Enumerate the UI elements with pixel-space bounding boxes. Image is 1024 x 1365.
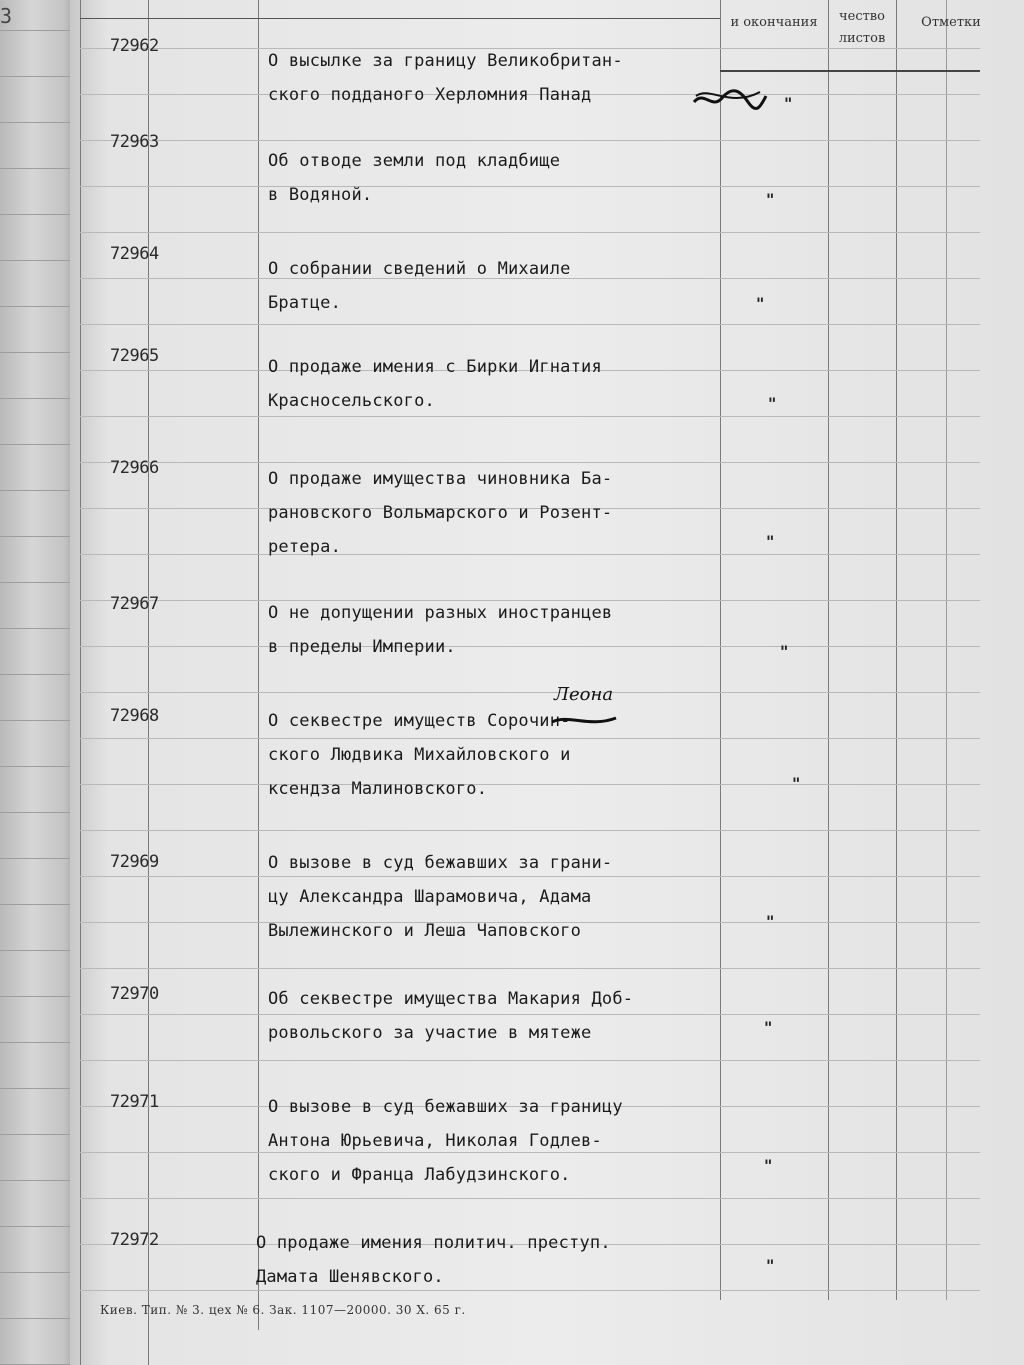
record-number: 72964 — [110, 244, 159, 264]
previous-page-rule — [0, 444, 80, 445]
previous-page-mark: 3 — [0, 4, 13, 28]
record-title: О продаже имения с Бирки Игнатия Красносельского. — [268, 357, 602, 411]
previous-page-rule — [0, 582, 80, 583]
ditto-mark: " — [784, 94, 793, 113]
header-notes: Отметки — [921, 15, 981, 30]
record-number: 72970 — [110, 984, 159, 1004]
ruled-line — [80, 968, 980, 969]
ditto-mark: " — [766, 1256, 775, 1275]
record-title: О не допущении разных иностранцев в пределы Империи. — [268, 603, 613, 657]
previous-page-rule — [0, 122, 80, 123]
ruled-line — [80, 324, 980, 325]
column-rule-notes — [896, 0, 897, 1300]
header-rule — [80, 18, 720, 19]
record-number: 72969 — [110, 852, 159, 872]
previous-page-rule — [0, 628, 80, 629]
handwritten-correction: Леона — [554, 684, 614, 705]
record-number: 72968 — [110, 706, 159, 726]
previous-page-edge — [0, 0, 80, 1365]
previous-page-rule — [0, 1272, 80, 1273]
record-title: Об секвестре имущества Макария Доб- ровольского за участие в мятеже — [268, 989, 634, 1043]
previous-page-rule — [0, 950, 80, 951]
previous-page-rule — [0, 904, 80, 905]
previous-page-rule — [0, 352, 80, 353]
record-title: О высылке за границу Великобритан- ского подданого Херломния Панад — [268, 51, 623, 105]
ruled-line — [80, 232, 980, 233]
record-title: О продаже имения политич. преступ. Дамата Шенявского. — [256, 1233, 611, 1287]
column-rule-title — [258, 0, 259, 1330]
previous-page-rule — [0, 1042, 80, 1043]
record-title: О продаже имущества чиновника Ба- рановского Вольмарского и Розент- ретера. — [268, 469, 613, 557]
ruled-line — [80, 830, 980, 831]
previous-page-rule — [0, 766, 80, 767]
record-number: 72966 — [110, 458, 159, 478]
previous-page-rule — [0, 674, 80, 675]
previous-page-rule — [0, 536, 80, 537]
previous-page-rule — [0, 996, 80, 997]
record-title: О вызове в суд бежавших за границу Антона Юрьевича, Николая Годлев- ского и Франца Лабудзинского. — [268, 1097, 623, 1185]
ink-scribble — [690, 84, 770, 114]
record-number: 72965 — [110, 346, 159, 366]
record-number: 72971 — [110, 1092, 159, 1112]
previous-page-rule — [0, 490, 80, 491]
previous-page-rule — [0, 1134, 80, 1135]
record-number: 72967 — [110, 594, 159, 614]
previous-page-rule — [0, 720, 80, 721]
record-number: 72962 — [110, 36, 159, 56]
previous-page-rule — [0, 168, 80, 169]
previous-page-rule — [0, 76, 80, 77]
ditto-mark: " — [764, 1156, 773, 1175]
ditto-mark: " — [768, 394, 777, 413]
previous-page-rule — [0, 858, 80, 859]
header-sheet-count: чество листов — [838, 9, 886, 46]
ruled-line — [80, 1060, 980, 1061]
column-rule-count — [828, 0, 829, 1300]
ditto-mark: " — [766, 532, 775, 551]
previous-page-rule — [0, 306, 80, 307]
ditto-mark: " — [766, 190, 775, 209]
archive-inventory-page — [70, 0, 1024, 1365]
ruled-line — [80, 692, 980, 693]
header-dates: и окончания — [730, 15, 818, 30]
ditto-mark: " — [764, 1018, 773, 1037]
previous-page-rule — [0, 1088, 80, 1089]
record-number: 72972 — [110, 1230, 159, 1250]
previous-page-rule — [0, 1318, 80, 1319]
previous-page-rule — [0, 30, 80, 31]
column-rule-left — [80, 0, 81, 1365]
record-number: 72963 — [110, 132, 159, 152]
record-title: Об отводе земли под кладбище в Водяной. — [268, 151, 561, 205]
ditto-mark: " — [780, 642, 789, 661]
previous-page-rule — [0, 1180, 80, 1181]
ink-strikethrough — [550, 710, 620, 730]
ruled-line — [80, 1198, 980, 1199]
previous-page-rule — [0, 1226, 80, 1227]
column-rule-number — [148, 0, 149, 1365]
column-rule-notes-inner — [946, 0, 947, 1300]
ditto-mark: " — [792, 774, 801, 793]
ditto-mark: " — [766, 912, 775, 931]
previous-page-rule — [0, 398, 80, 399]
column-rule-dates — [720, 0, 721, 1300]
previous-page-rule — [0, 812, 80, 813]
header-rule-right — [720, 70, 980, 72]
ruled-line — [80, 140, 980, 141]
record-title: О секвестре имуществ Сорочин- ского Людвика Михайловского и ксендза Малиновского. — [268, 711, 571, 799]
record-title: О собрании сведений о Михаиле Братце. — [268, 259, 571, 313]
previous-page-rule — [0, 260, 80, 261]
record-title: О вызове в суд бежавших за грани- цу Александра Шарамовича, Адама Вылежинского и Леша Чаповского — [268, 853, 613, 941]
print-footer: Киев. Тип. № 3. цех № 6. Зак. 1107—20000. 30 X. 65 г. — [100, 1303, 466, 1317]
previous-page-rule — [0, 214, 80, 215]
ditto-mark: " — [756, 294, 765, 313]
